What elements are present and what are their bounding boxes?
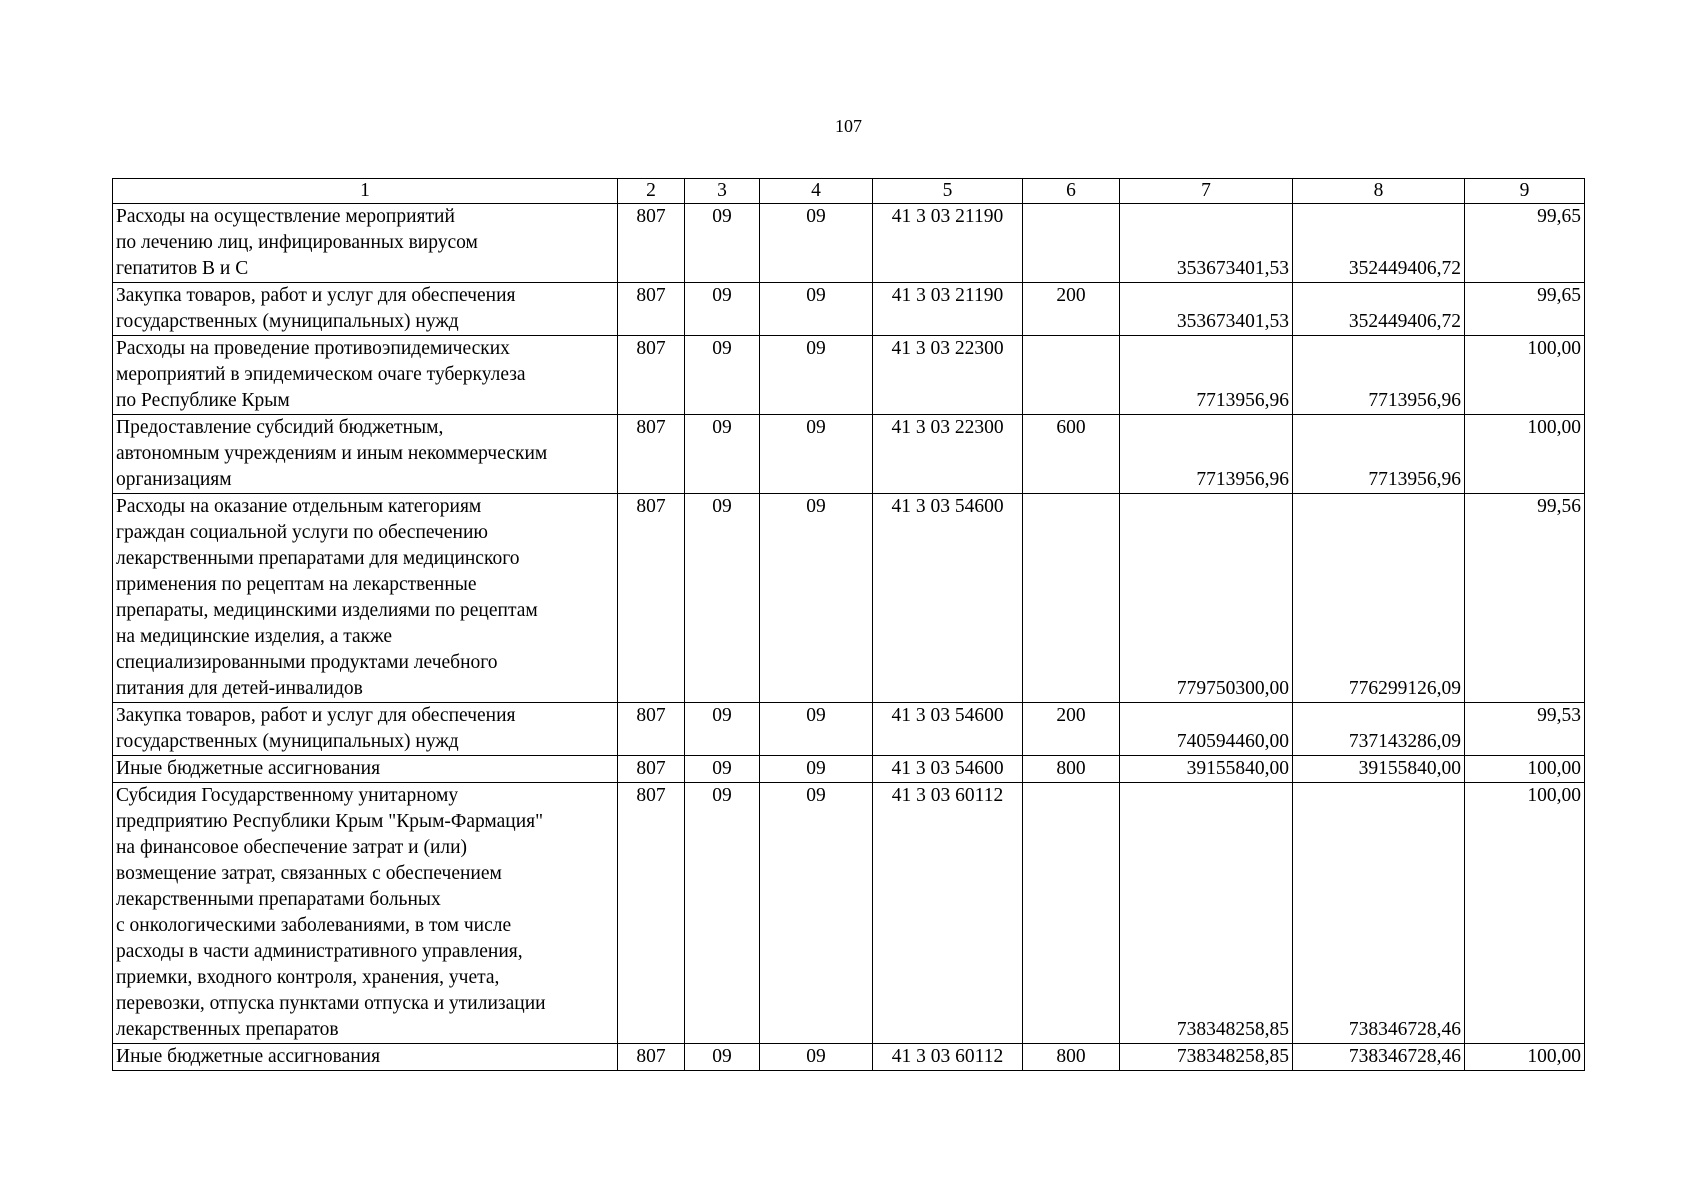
planned-amount: 353673401,53 bbox=[1120, 204, 1293, 283]
target-article-code: 41 3 03 60112 bbox=[873, 1044, 1023, 1071]
executed-amount: 738346728,46 bbox=[1293, 783, 1465, 1044]
section-code: 09 bbox=[685, 283, 760, 336]
expense-description: Иные бюджетные ассигнования bbox=[113, 756, 618, 783]
expense-type-code: 600 bbox=[1023, 415, 1120, 494]
subsection-code: 09 bbox=[760, 1044, 873, 1071]
executed-amount: 776299126,09 bbox=[1293, 494, 1465, 703]
section-code: 09 bbox=[685, 415, 760, 494]
expense-description: Расходы на оказание отдельным категориям граждан социальной услуги по обеспечению лекарственными препаратами для медицинского применения по рецептам на лекарственные препараты, медицинскими изделиями по рецептам на медицинские изделия, а также специализированными продуктами лечебного питания для детей-инвалидов bbox=[113, 494, 618, 703]
planned-amount: 39155840,00 bbox=[1120, 756, 1293, 783]
expense-description: Закупка товаров, работ и услуг для обеспечения государственных (муниципальных) нужд bbox=[113, 283, 618, 336]
table-row bbox=[113, 283, 1585, 336]
budget-table bbox=[112, 178, 1585, 1071]
expense-description: Расходы на проведение противоэпидемических мероприятий в эпидемическом очаге туберкулеза по Республике Крым bbox=[113, 336, 618, 415]
subsection-code: 09 bbox=[760, 494, 873, 703]
table-row bbox=[113, 703, 1585, 756]
column-header: 2 bbox=[618, 179, 685, 204]
subsection-code: 09 bbox=[760, 204, 873, 283]
expense-description: Субсидия Государственному унитарному предприятию Республики Крым "Крым-Фармация" на финансовое обеспечение затрат и (или) возмещение затрат, связанных с обеспечением лекарственными препаратами больных с онкологическими заболеваниями, в том числе расходы в части административного управления, приемки, входного контроля, хранения, учета, перевозки, отпуска пунктами отпуска и утилизации лекарственных препаратов bbox=[113, 783, 618, 1044]
ministry-code: 807 bbox=[618, 283, 685, 336]
table-row bbox=[113, 1044, 1585, 1071]
column-header: 7 bbox=[1120, 179, 1293, 204]
execution-percent: 100,00 bbox=[1465, 415, 1585, 494]
planned-amount: 779750300,00 bbox=[1120, 494, 1293, 703]
column-header: 9 bbox=[1465, 179, 1585, 204]
table-row bbox=[113, 783, 1585, 1044]
subsection-code: 09 bbox=[760, 415, 873, 494]
target-article-code: 41 3 03 54600 bbox=[873, 756, 1023, 783]
execution-percent: 100,00 bbox=[1465, 1044, 1585, 1071]
subsection-code: 09 bbox=[760, 756, 873, 783]
subsection-code: 09 bbox=[760, 283, 873, 336]
planned-amount: 738348258,85 bbox=[1120, 1044, 1293, 1071]
ministry-code: 807 bbox=[618, 336, 685, 415]
expense-type-code: 800 bbox=[1023, 756, 1120, 783]
ministry-code: 807 bbox=[618, 756, 685, 783]
execution-percent: 100,00 bbox=[1465, 783, 1585, 1044]
expense-type-code: 200 bbox=[1023, 283, 1120, 336]
target-article-code: 41 3 03 21190 bbox=[873, 283, 1023, 336]
ministry-code: 807 bbox=[618, 204, 685, 283]
planned-amount: 7713956,96 bbox=[1120, 415, 1293, 494]
target-article-code: 41 3 03 60112 bbox=[873, 783, 1023, 1044]
planned-amount: 7713956,96 bbox=[1120, 336, 1293, 415]
target-article-code: 41 3 03 54600 bbox=[873, 494, 1023, 703]
ministry-code: 807 bbox=[618, 415, 685, 494]
expense-type-code bbox=[1023, 783, 1120, 1044]
executed-amount: 7713956,96 bbox=[1293, 336, 1465, 415]
expense-description: Предоставление субсидий бюджетным, автономным учреждениям и иным некоммерческим организациям bbox=[113, 415, 618, 494]
ministry-code: 807 bbox=[618, 1044, 685, 1071]
executed-amount: 737143286,09 bbox=[1293, 703, 1465, 756]
expense-description: Иные бюджетные ассигнования bbox=[113, 1044, 618, 1071]
ministry-code: 807 bbox=[618, 494, 685, 703]
planned-amount: 353673401,53 bbox=[1120, 283, 1293, 336]
section-code: 09 bbox=[685, 756, 760, 783]
column-header: 8 bbox=[1293, 179, 1465, 204]
expense-type-code: 200 bbox=[1023, 703, 1120, 756]
section-code: 09 bbox=[685, 494, 760, 703]
column-header: 3 bbox=[685, 179, 760, 204]
subsection-code: 09 bbox=[760, 703, 873, 756]
executed-amount: 352449406,72 bbox=[1293, 204, 1465, 283]
column-header: 6 bbox=[1023, 179, 1120, 204]
table-row bbox=[113, 494, 1585, 703]
section-code: 09 bbox=[685, 703, 760, 756]
target-article-code: 41 3 03 22300 bbox=[873, 336, 1023, 415]
section-code: 09 bbox=[685, 336, 760, 415]
expense-type-code bbox=[1023, 336, 1120, 415]
column-header: 1 bbox=[113, 179, 618, 204]
expense-type-code bbox=[1023, 494, 1120, 703]
target-article-code: 41 3 03 21190 bbox=[873, 204, 1023, 283]
table-header-row bbox=[113, 179, 1585, 204]
ministry-code: 807 bbox=[618, 703, 685, 756]
executed-amount: 7713956,96 bbox=[1293, 415, 1465, 494]
subsection-code: 09 bbox=[760, 783, 873, 1044]
page-number: 107 bbox=[835, 116, 862, 136]
planned-amount: 740594460,00 bbox=[1120, 703, 1293, 756]
execution-percent: 100,00 bbox=[1465, 336, 1585, 415]
expense-description: Закупка товаров, работ и услуг для обеспечения государственных (муниципальных) нужд bbox=[113, 703, 618, 756]
executed-amount: 352449406,72 bbox=[1293, 283, 1465, 336]
column-header: 4 bbox=[760, 179, 873, 204]
table-row bbox=[113, 336, 1585, 415]
target-article-code: 41 3 03 54600 bbox=[873, 703, 1023, 756]
table-row bbox=[113, 415, 1585, 494]
section-code: 09 bbox=[685, 204, 760, 283]
section-code: 09 bbox=[685, 783, 760, 1044]
execution-percent: 100,00 bbox=[1465, 756, 1585, 783]
planned-amount: 738348258,85 bbox=[1120, 783, 1293, 1044]
target-article-code: 41 3 03 22300 bbox=[873, 415, 1023, 494]
expense-type-code bbox=[1023, 204, 1120, 283]
execution-percent: 99,65 bbox=[1465, 204, 1585, 283]
executed-amount: 39155840,00 bbox=[1293, 756, 1465, 783]
execution-percent: 99,56 bbox=[1465, 494, 1585, 703]
column-header: 5 bbox=[873, 179, 1023, 204]
table-row bbox=[113, 756, 1585, 783]
execution-percent: 99,53 bbox=[1465, 703, 1585, 756]
table-row bbox=[113, 204, 1585, 283]
execution-percent: 99,65 bbox=[1465, 283, 1585, 336]
section-code: 09 bbox=[685, 1044, 760, 1071]
expense-type-code: 800 bbox=[1023, 1044, 1120, 1071]
executed-amount: 738346728,46 bbox=[1293, 1044, 1465, 1071]
expense-description: Расходы на осуществление мероприятий по лечению лиц, инфицированных вирусом гепатитов В и С bbox=[113, 204, 618, 283]
ministry-code: 807 bbox=[618, 783, 685, 1044]
subsection-code: 09 bbox=[760, 336, 873, 415]
